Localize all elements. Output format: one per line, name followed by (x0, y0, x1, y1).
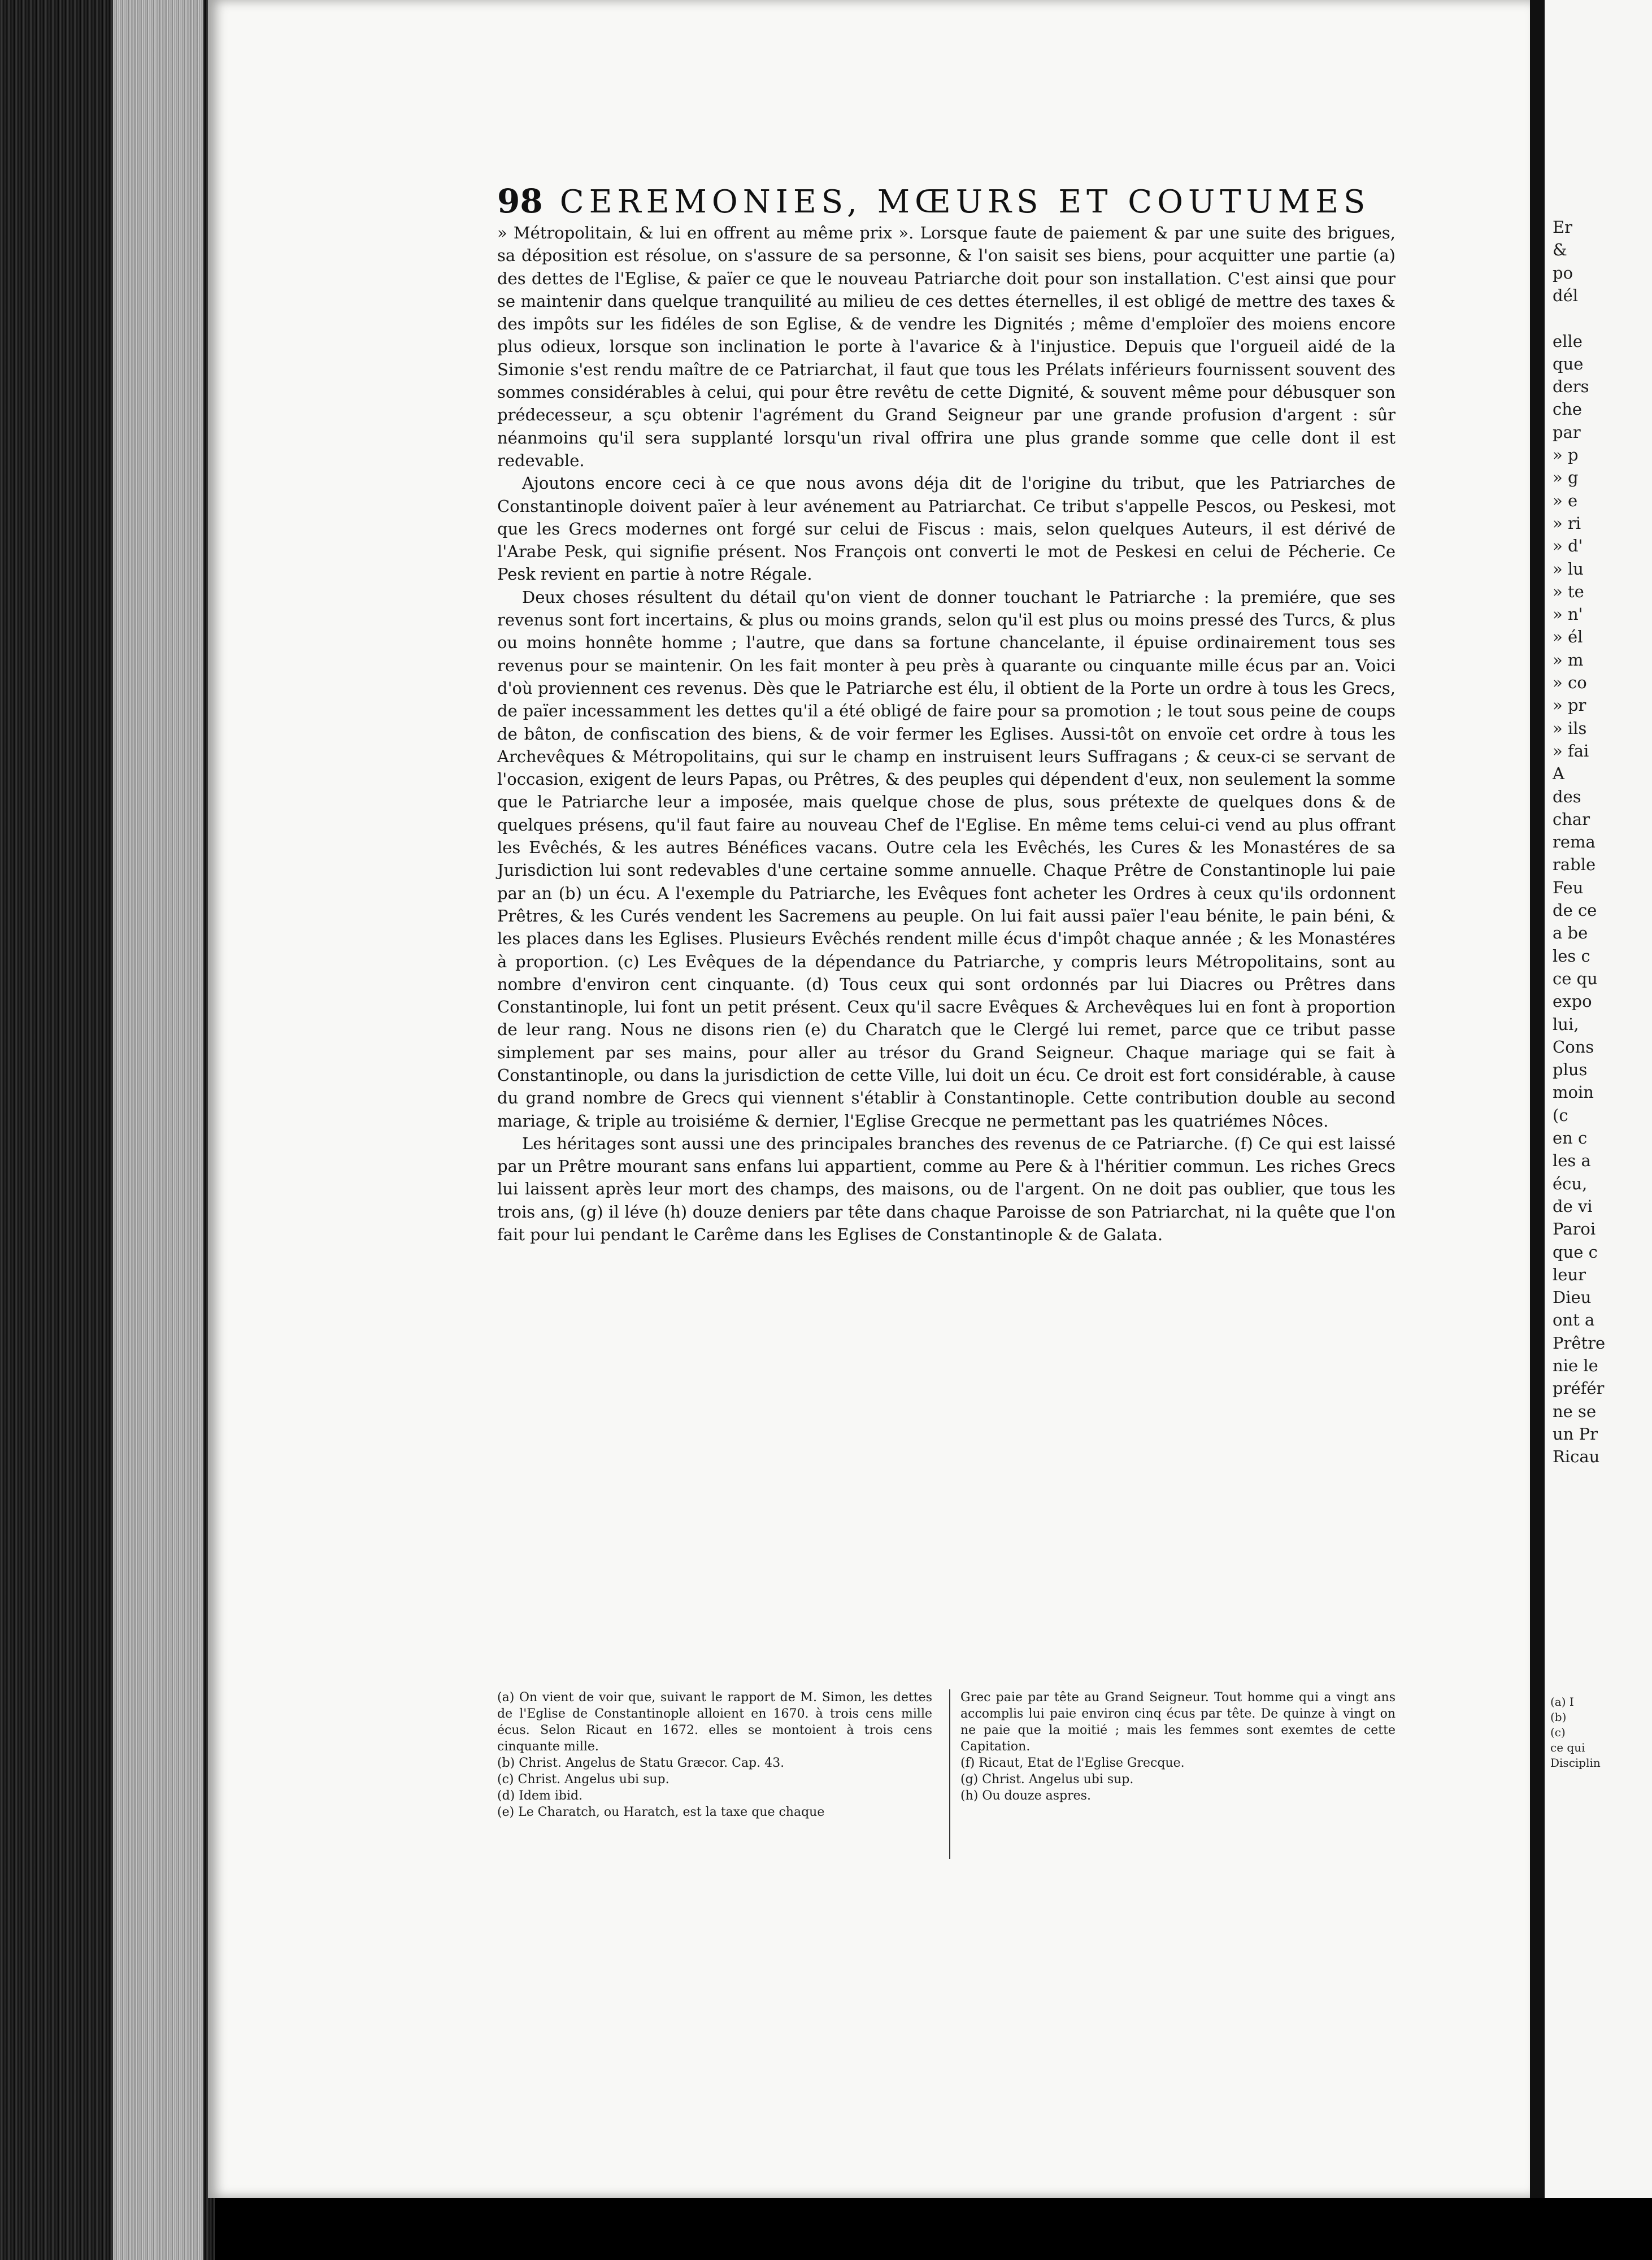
footnotes-left-column (497, 1689, 932, 1859)
footnotes-right-column (949, 1689, 1395, 1859)
next-page-note: (a) I (1550, 1695, 1574, 1709)
right-page-fragment (1545, 0, 1652, 2198)
next-page-line: les a (1553, 1151, 1591, 1171)
next-page-line: dél (1553, 285, 1579, 305)
next-page-line: » p (1553, 445, 1579, 464)
paragraph: » Métropolitain, & lui en offrent au même prix ». Lorsque faute de paiement & par une suite des brigues, sa déposition est résolue, on s'assure de sa personne, & l'on saisit ses biens, pour acquitter une partie (a) des dettes de l'Eglise, & païer ce que le nouveau Patriarche doit pour son installation. C'est ainsi que pour se maintenir dans quelque tranquilité au milieu de ces dettes éternelles, il est obligé de mettre des taxes & des impôts sur les fidéles de son Eglise, & de vendre les Dignités ; même d'emploïer des moiens encore plus odieux, lorsque son inclination le porte à l'avarice & à l'injustice. Depuis que l'orgueil aidé de la Simonie s'est rendu maître de ce Patriarchat, il faut que tous les Prélats inférieurs fournissent souvent des sommes considérables à celui, qui pour être revêtu de cette Dignité, & souvent même pour débusquer son prédecesseur, a sçu obtenir l'agrément du Grand Seigneur par une grande profusion d'argent : sûr néanmoins qu'il sera supplanté lorsqu'un rival offrira une plus grande somme que celle dont il est redevable. (497, 223, 1395, 470)
next-page-line: a be (1553, 923, 1588, 943)
next-page-line: » fai (1553, 741, 1589, 760)
next-page-line: de ce (1553, 901, 1597, 920)
next-page-line: » pr (1553, 696, 1586, 715)
next-page-line: nie le (1553, 1356, 1598, 1375)
next-page-line: par (1553, 422, 1581, 442)
next-page-line: Paroi (1553, 1219, 1596, 1239)
running-title: CEREMONIES, MŒURS ET COUTUMES (559, 184, 1371, 220)
next-page-line: rema (1553, 832, 1596, 852)
next-page-line: moin (1553, 1083, 1594, 1102)
paragraph: Les héritages sont aussi une des principales branches des revenus de ce Patriarche. (f) Ce qui est laissé par un Prêtre mourant sans enfans lui appartient, comme au Pere & à l'héritier commun. Les riches Grecs lui laissent après leur mort des champs, des maisons, ou de l'argent. On ne doit pas oublier, que tous les trois ans, (g) il léve (h) douze deniers par tête dans chaque Paroisse de son Patriarchat, ni la quête que l'on fait pour lui pendant le Carême dans les Eglises de Constantinople & de Galata. (497, 1133, 1395, 1245)
next-page-line: les c (1553, 946, 1590, 966)
running-header (497, 182, 1379, 221)
next-page-line: » lu (1553, 559, 1584, 579)
next-page-line: préfér (1553, 1379, 1605, 1398)
next-page-line: de vi (1553, 1196, 1593, 1216)
next-page-line: Cons (1553, 1037, 1594, 1057)
next-page-note: Disciplin (1550, 1756, 1601, 1770)
footnote: (h) Ou douze aspres. (960, 1789, 1091, 1803)
next-page-line: que c (1553, 1242, 1598, 1262)
footnote: Grec paie par tête au Grand Seigneur. Tout homme qui a vingt ans accomplis lui paie environ cinq écus par tête. De quinze à vingt on ne paie que la moitié ; mais les femmes sont exemtes de cette Capitation. (960, 1690, 1395, 1754)
footnote: (d) Idem ibid. (497, 1789, 583, 1803)
footnote: (a) On vient de voir que, suivant le rapport de M. Simon, les dettes de l'Eglise de Constantinople alloient en 1670. à trois cens mille écus. Selon Ricaut en 1672. elles se montoient à trois cens cinquante mille. (497, 1690, 932, 1754)
next-page-line: ont a (1553, 1310, 1595, 1330)
footnote: (c) Christ. Angelus ubi sup. (497, 1772, 670, 1787)
footnote: (f) Ricaut, Etat de l'Eglise Grecque. (960, 1756, 1185, 1770)
next-page-line: Prêtre (1553, 1333, 1606, 1353)
next-page-line: rable (1553, 855, 1596, 875)
next-page-line: plus (1553, 1060, 1588, 1080)
next-page-line: » él (1553, 627, 1583, 647)
next-page-line: Er (1553, 218, 1573, 237)
paragraph: Deux choses résultent du détail qu'on vient de donner touchant le Patriarche : la premiére, que ses revenus sont fort incertains, & plus ou moins grands, selon qu'il est plus ou moins pressé des Turcs, & plus ou moins honnête homme ; l'autre, que dans sa fortune chancelante, il épuise ordinairement tous ses revenus pour se maintenir. On les fait monter à peu près à quarante ou cinquante mille écus par an. Voici d'où proviennent ces revenus. Dès que le Patriarche est élu, il obtient de la Porte un ordre à tous les Grecs, de païer incessamment les dettes qu'il a été obligé de faire pour sa promotion ; le tout sous peine de coups de bâton, de confiscation des biens, & de voir fermer les Eglises. Aussi-tôt on envoïe cet ordre à tous les Archevêques & Métropolitains, qui sur le champ en instruisent leurs Suffragans ; & ceux-ci se servant de l'occasion, exigent de leurs Papas, ou Prêtres, & des peuples qui dépendent d'eux, non seulement la somme que le Patriarche leur a imposée, mais quelque chose de plus, sous prétexte de quelques dons & de quelques présens, qu'il faut faire au nouveau Chef de l'Eglise. En même tems celui-ci vend au plus offrant les Evêchés, & les autres Bénéfices vacans. Outre cela les Evêchés, les Cures & les Monastéres de sa Jurisdiction lui sont redevables d'une certaine somme annuelle. Chaque Prêtre de Constantinople lui paie par an (b) un écu. A l'exemple du Patriarche, les Evêques font acheter les Ordres à ceux qu'ils ordonnent Prêtres, & les Curés vendent les Sacremens au peuple. On lui fait aussi païer l'eau bénite, le pain béni, & les places dans les Eglises. Plusieurs Evêchés rendent mille écus d'impôt chaque année ; & les Monastéres à proportion. (c) Les Evêques de la dépendance du Patriarche, y compris leurs Métropolitains, sont au nombre d'environ cent cinquante. (d) Tous ceux qui sont ordonnés par lui Diacres ou Prêtres dans Constantinople, lui font un petit présent. Ceux qu'il sacre Evêques & Archevêques lui en font à proportion de leur rang. Nous ne disons rien (e) du Charatch que le Clergé lui remet, parce que ce tribut passe simplement par ses mains, pour aller au trésor du Grand Seigneur. Chaque mariage qui se fait à Constantinople, ou dans la jurisdiction de cette Ville, lui doit un écu. Ce droit est fort considérable, à cause du grand nombre de Grecs qui viennent s'établir à Constantinople. Cette contribution double au second mariage, & triple au troisiéme & dernier, l'Eglise Grecque ne permettant pas les quatriémes Nôces. (497, 587, 1395, 1131)
next-page-line: A (1553, 764, 1564, 784)
next-page-line: ders (1553, 377, 1589, 397)
next-page-line: ne se (1553, 1401, 1597, 1421)
next-page-line: » n' (1553, 605, 1583, 624)
next-page-line: char (1553, 809, 1590, 829)
next-page-line: un Pr (1553, 1424, 1598, 1444)
next-page-line: Ricau (1553, 1447, 1600, 1467)
next-page-line: des (1553, 786, 1581, 806)
next-page-note: (b) (1550, 1710, 1567, 1724)
next-page-line: » ri (1553, 513, 1581, 533)
next-page-line: » e (1553, 490, 1578, 510)
next-page-line: lui, (1553, 1014, 1579, 1034)
footnote: (b) Christ. Angelus de Statu Græcor. Cap. 43. (497, 1756, 785, 1770)
next-page-line: ce qu (1553, 968, 1598, 988)
footnotes (497, 1689, 1395, 1859)
next-page-line: » m (1553, 650, 1584, 670)
next-page-line: elle (1553, 331, 1583, 351)
main-text (497, 221, 1395, 1246)
next-page-line: que (1553, 354, 1584, 373)
next-page-line: che (1553, 399, 1583, 419)
next-page-line: » co (1553, 673, 1587, 692)
next-page-line: Dieu (1553, 1288, 1592, 1307)
scan-border (215, 2198, 1652, 2260)
next-page-line: po (1553, 263, 1573, 282)
next-page-line: & (1553, 240, 1567, 260)
next-page-note: ce qui (1550, 1741, 1585, 1754)
next-page-line: » te (1553, 581, 1584, 601)
gutter (1530, 0, 1545, 2198)
footnote: (g) Christ. Angelus ubi sup. (960, 1772, 1134, 1787)
next-page-line: » g (1553, 468, 1579, 488)
next-page-line: » ils (1553, 718, 1587, 738)
next-page-line: leur (1553, 1264, 1586, 1284)
paragraph: Ajoutons encore ceci à ce que nous avons déja dit de l'origine du tribut, que les Patriarches de Constantinople doivent païer à leur avénement au Patriarchat. Ce tribut s'appelle Pescos, ou Peskesi, mot que les Grecs modernes ont forgé sur celui de Fiscus : mais, selon quelques Auteurs, il est dérivé de l'Arabe Pesk, qui signifie présent. Nos François ont converti le mot de Peskesi en celui de Pécherie. Ce Pesk revient en partie à notre Régale. (497, 473, 1395, 584)
next-page-line: en c (1553, 1128, 1588, 1148)
next-page-line: Feu (1553, 877, 1584, 897)
next-page-line: » d' (1553, 536, 1583, 556)
footnote: (e) Le Charatch, ou Haratch, est la taxe que chaque (497, 1805, 825, 1819)
next-page-line: expo (1553, 992, 1592, 1011)
page-number: 98 (497, 182, 543, 220)
next-page-line: (c (1553, 1105, 1568, 1125)
next-page-note: (c) (1550, 1726, 1566, 1739)
next-page-line: écu, (1553, 1174, 1588, 1193)
page-edges (113, 0, 203, 2260)
